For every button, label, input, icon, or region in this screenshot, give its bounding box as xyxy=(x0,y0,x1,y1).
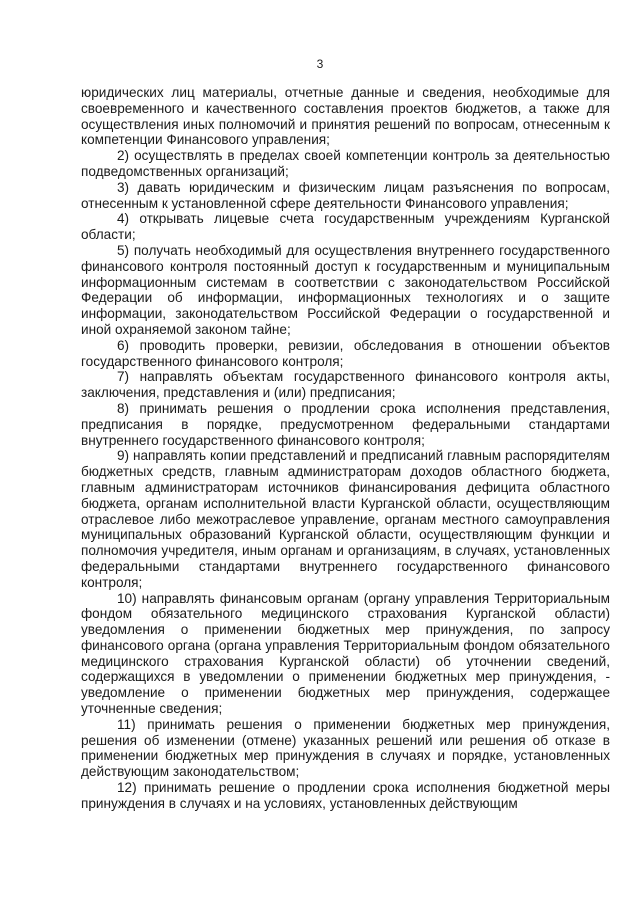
page-number: 3 xyxy=(316,57,324,71)
paragraph-item-4: 4) открывать лицевые счета государственным учреждениям Курганской области; xyxy=(81,211,610,243)
paragraph-item-11: 11) принимать решения о применении бюджетных мер принуждения, решения об изменении (отмене) указанных решений или решения об отказе в применении бюджетных мер принуждения в случаях и порядке, установленных действующим законодательством; xyxy=(81,716,610,780)
paragraph-item-10: 10) направлять финансовым органам (органу управления Территориальным фондом обязательного медицинского страхования Курганской области) уведомления о применении бюджетных мер принуждения, по запросу финансового органа (органа управления Территориальным фондом обязательного медицинского страхования Курганской области) об уточнении сведений, содержащихся в уведомлении о применении бюджетных мер принуждения, - уведомление о применении бюджетных мер принуждения, содержащее уточненные сведения; xyxy=(81,590,610,717)
document-body xyxy=(81,85,610,812)
paragraph-item-2: 2) осуществлять в пределах своей компетенции контроль за деятельностью подведомственных организаций; xyxy=(81,148,610,179)
paragraph-item-6: 6) проводить проверки, ревизии, обследования в отношении объектов государственного финансового контроля; xyxy=(81,337,610,369)
paragraph-item-8: 8) принимать решения о продлении срока исполнения представления, предписания в порядке, предусмотренном федеральными стандартами внутреннего государственного финансового контроля; xyxy=(81,400,610,448)
paragraph-item-5: 5) получать необходимый для осуществления внутреннего государственного финансового контроля постоянный доступ к государственным и муниципальным информационным системам в соответствии с законодательством Российской Федерации об информации, информационных технологиях и о защите информации, законодательством Российской Федерации о государственной и иной охраняемой законом тайне; xyxy=(81,242,610,337)
paragraph-item-3: 3) давать юридическим и физическим лицам разъяснения по вопросам, отнесенным к установленной сфере деятельности Финансового управления; xyxy=(81,179,610,211)
paragraph-item-9: 9) направлять копии представлений и предписаний главным распорядителям бюджетных средств, главным администраторам доходов областного бюджета, главным администраторам источников финансирования дефицита областного бюджета, органам исполнительной власти Курганской области, осуществляющим отраслевое либо межотраслевое управление, органам местного самоуправления муниципальных образований Курганской области, осуществляющим функции и полномочия учредителя, иным органам и организациям, в случаях, установленных федеральными стандартами внутреннего государственного финансового контроля; xyxy=(81,448,610,590)
paragraph-continuation: юридических лиц материалы, отчетные данные и сведения, необходимые для своевременного и качественного составления проектов бюджетов, а также для осуществления иных полномочий и принятия решений по вопросам, отнесенным к компетенции Финансового управления; xyxy=(81,85,610,148)
paragraph-item-7: 7) направлять объектам государственного финансового контроля акты, заключения, представления и (или) предписания; xyxy=(81,369,610,401)
paragraph-item-12: 12) принимать решение о продлении срока исполнения бюджетной меры принуждения в случаях и на условиях, установленных действующим xyxy=(81,780,610,811)
